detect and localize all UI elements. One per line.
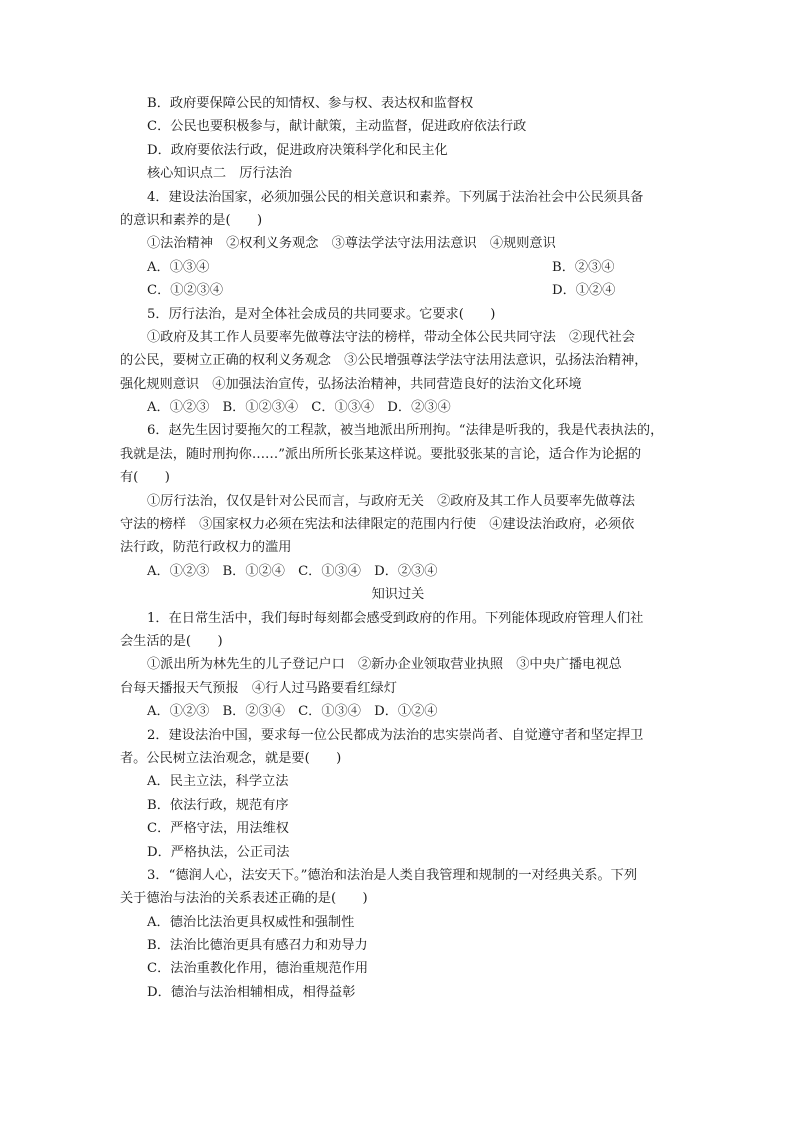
k2-option-b: B．依法行政，规范有序 [147, 797, 289, 813]
q5-stem: 5．厉行法治，是对全体社会成员的共同要求。它要求( ) [147, 306, 496, 322]
q6-options: A．①②③ B．①②④ C．①③④ D．②③④ [147, 563, 438, 579]
k1-stem-line2: 会生活的是( ) [120, 633, 223, 649]
q4-statements: ①法治精神 ②权利义务观念 ③尊法学法守法用法意识 ④规则意识 [147, 236, 556, 252]
q6-statements-line1: ①厉行法治，仅仅是针对公民而言，与政府无关 ②政府及其工作人员要率先做尊法 [147, 493, 635, 509]
q4-options-row1 [120, 256, 676, 279]
q5-statements-line1: ①政府及其工作人员要率先做尊法守法的榜样，带动全体公民共同守法 ②现代社会 [147, 329, 635, 345]
k2-option-d: D．严格执法，公正司法 [147, 844, 290, 860]
q6-stem-line2: 我就是法，随时刑拘你……”派出所所长张某这样说。要批驳张某的言论，适合作为论据的 [120, 446, 642, 462]
q5-statements-line2: 的公民，要树立正确的权利义务观念 ③公民增强尊法学法守法用法意识，弘扬法治精神， [120, 353, 648, 369]
k3-stem-line1: 3．“德润人心，法安天下。”德治和法治是人类自我管理和规制的一对经典关系。下列 [147, 867, 638, 883]
section-heading: 核心知识点二 厉行法治 [147, 166, 293, 182]
q6-statements-line2: 守法的榜样 ③国家权力必须在宪法和法律限定的范围内行使 ④建设法治政府，必须依 [120, 517, 635, 533]
option-d: D．政府要依法行政，促进政府决策科学化和民主化 [147, 142, 448, 158]
q4-stem-line1: 4．建设法治国家，必须加强公民的相关意识和素养。下列属于法治社会中公民须具备 [147, 189, 644, 205]
q4-option-c: C．①②③④ [147, 283, 224, 299]
k1-statements-line1: ①派出所为林先生的儿子登记户口 ②新办企业领取营业执照 ③中央广播电视总 [147, 657, 622, 673]
k3-option-b: B．法治比德治更具有感召力和劝导力 [147, 938, 368, 954]
option-b: B．政府要保障公民的知情权、参与权、表达权和监督权 [147, 96, 474, 111]
k1-statements-line2: 台每天播报天气预报 ④行人过马路要看红绿灯 [120, 680, 397, 696]
q6-stem-line1: 6．赵先生因讨要拖欠的工程款，被当地派出所刑拘。“法律是听我的，我是代表执法的， [147, 423, 664, 439]
q6-statements-line3: 法行政，防范行政权力的滥用 [120, 540, 292, 556]
k2-option-c: C．严格守法，用法维权 [147, 821, 289, 837]
k2-stem-line2: 者。公民树立法治观念，就是要( ) [120, 750, 342, 766]
k3-option-c: C．法治重教化作用，德治重规范作用 [147, 961, 369, 977]
q4-option-b: B．②③④ [552, 259, 615, 275]
option-c: C．公民也要积极参与，献计献策，主动监督，促进政府依法行政 [147, 119, 527, 135]
page-content [120, 92, 676, 1004]
k2-stem-line1: 2．建设法治中国，要求每一位公民都成为法治的忠实崇尚者、自觉遵守者和坚定捍卫 [147, 727, 644, 743]
q4-option-a: A．①③④ [147, 259, 210, 275]
k1-options: A．①②③ B．②③④ C．①③④ D．①②④ [147, 704, 438, 720]
q4-stem-line2: 的意识和素养的是( ) [120, 212, 263, 228]
q6-stem-line3: 有( ) [120, 470, 170, 486]
q5-options: A．①②③ B．①②③④ C．①③④ D．②③④ [147, 400, 451, 416]
section-title: 知识过关 [371, 587, 425, 603]
k3-option-a: A．德治比法治更具权威性和强制性 [147, 914, 355, 930]
q4-option-d: D．①②④ [552, 283, 616, 299]
k3-option-d: D．德治与法治相辅相成，相得益彰 [147, 984, 356, 1000]
k1-stem-line1: 1．在日常生活中，我们每时每刻都会感受到政府的作用。下列能体现政府管理人们社 [147, 610, 644, 626]
q4-options-row2 [120, 279, 676, 302]
q5-statements-line3: 强化规则意识 ④加强法治宣传，弘扬法治精神，共同营造良好的法治文化环境 [120, 376, 582, 392]
k2-option-a: A．民主立法，科学立法 [147, 774, 289, 790]
k3-stem-line2: 关于德治与法治的关系表述正确的是( ) [120, 891, 368, 907]
